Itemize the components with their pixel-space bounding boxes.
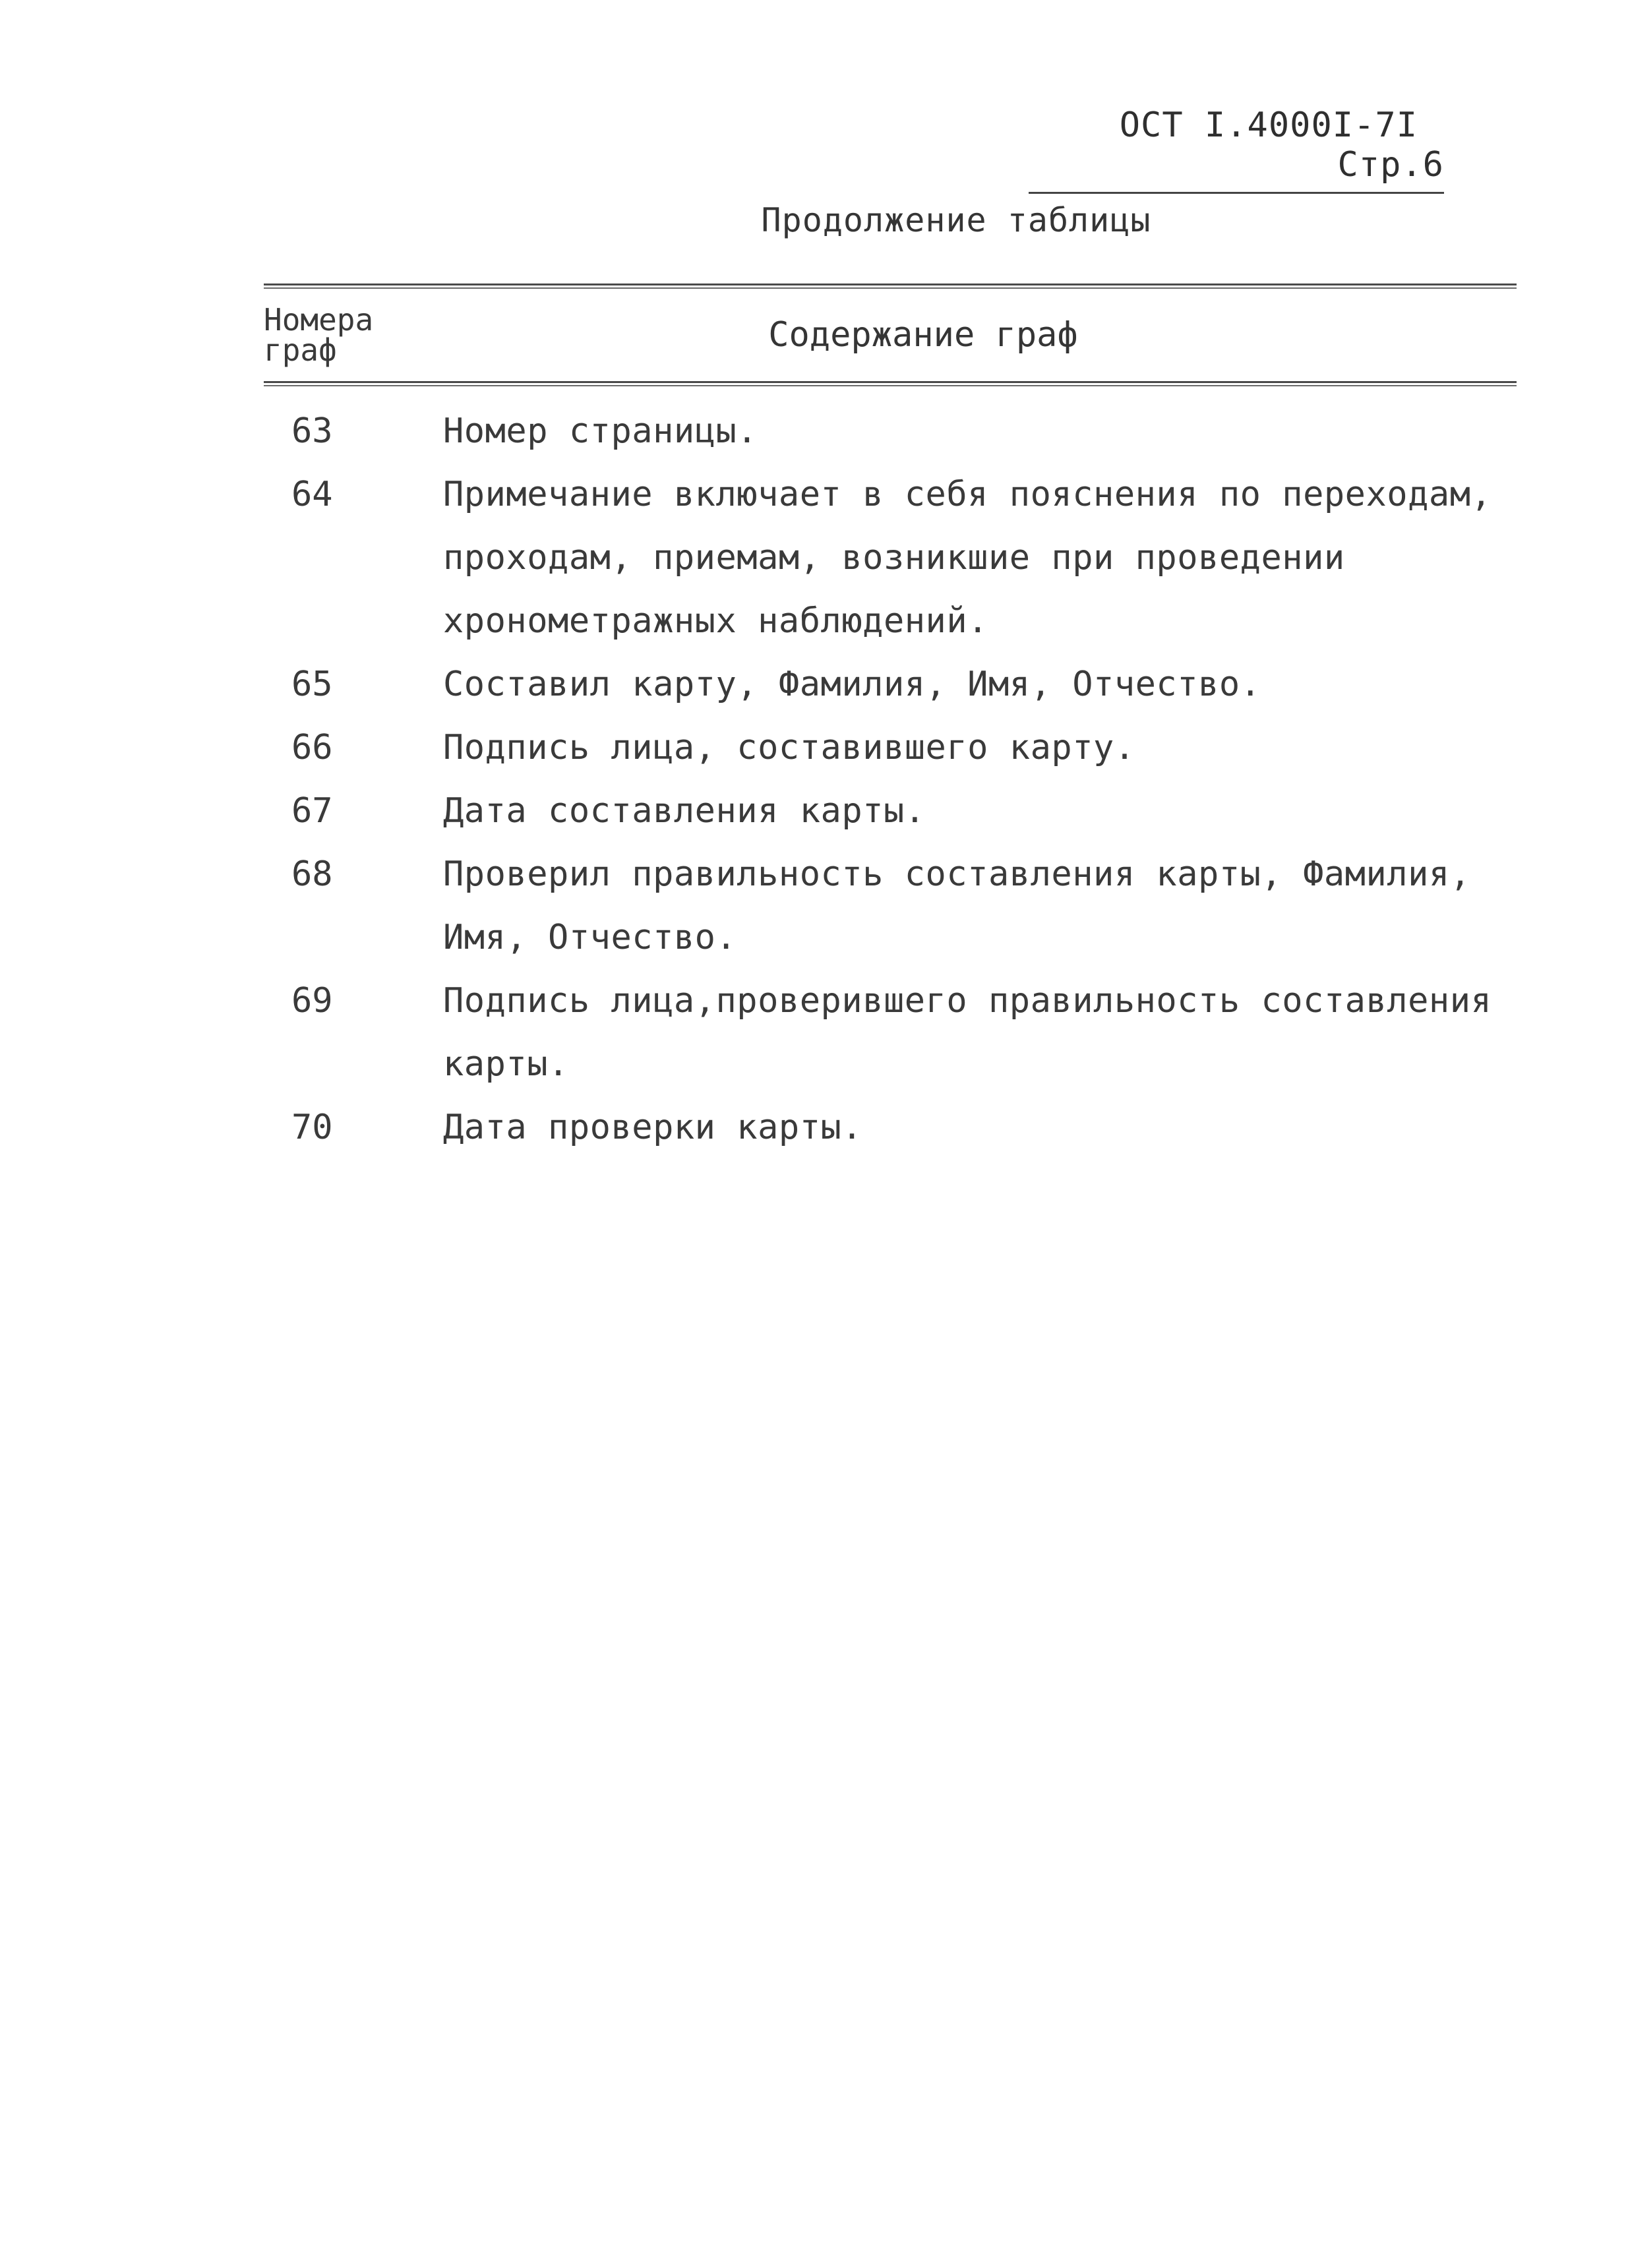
row-content: Подпись лица, составившего карту. (443, 728, 1135, 767)
row-content: Подпись лица,проверившего правильность составления карты. (443, 981, 1492, 1084)
row-number: 68 (291, 854, 333, 894)
columns-table (264, 284, 1517, 1159)
header-underline (1029, 192, 1444, 194)
table-header (264, 289, 1517, 381)
row-number: 69 (291, 981, 333, 1021)
row-number: 64 (291, 475, 333, 514)
header-number-line1: Номера (264, 302, 374, 338)
table-row (264, 843, 1517, 969)
row-content: Проверил правильность составления карты, Фамилия, Имя, Отчество. (443, 854, 1471, 957)
header-column-content: Содержание граф (768, 315, 1078, 355)
table-row (264, 969, 1517, 1096)
row-number: 65 (291, 665, 333, 704)
table-row (264, 463, 1517, 653)
table-top-rule (264, 284, 1517, 289)
table-body (264, 400, 1517, 1159)
standard-code: ОСТ I.4000I-7I (1119, 105, 1418, 145)
table-row (264, 716, 1517, 779)
table-caption: Продолжение таблицы (761, 201, 1151, 239)
row-content: Составил карту, Фамилия, Имя, Отчество. (443, 665, 1261, 704)
row-content: Примечание включает в себя пояснения по переходам, проходам, приемам, возникшие при проведении хронометражных наблюдений. (443, 475, 1492, 641)
row-number: 66 (291, 728, 333, 767)
table-row (264, 653, 1517, 716)
row-content: Дата составления карты. (443, 791, 926, 831)
header-number-line2: граф (264, 332, 337, 368)
row-content: Дата проверки карты. (443, 1108, 863, 1147)
table-row (264, 400, 1517, 463)
header-column-number (264, 302, 429, 368)
document-header (1029, 105, 1444, 185)
row-content: Номер страницы. (443, 411, 758, 451)
row-number: 63 (291, 411, 333, 451)
table-row (264, 1096, 1517, 1159)
table-row (264, 779, 1517, 843)
table-header-rule (264, 381, 1517, 386)
row-number: 70 (291, 1108, 333, 1147)
row-number: 67 (291, 791, 333, 831)
page-number: Стр.6 (1337, 145, 1444, 185)
